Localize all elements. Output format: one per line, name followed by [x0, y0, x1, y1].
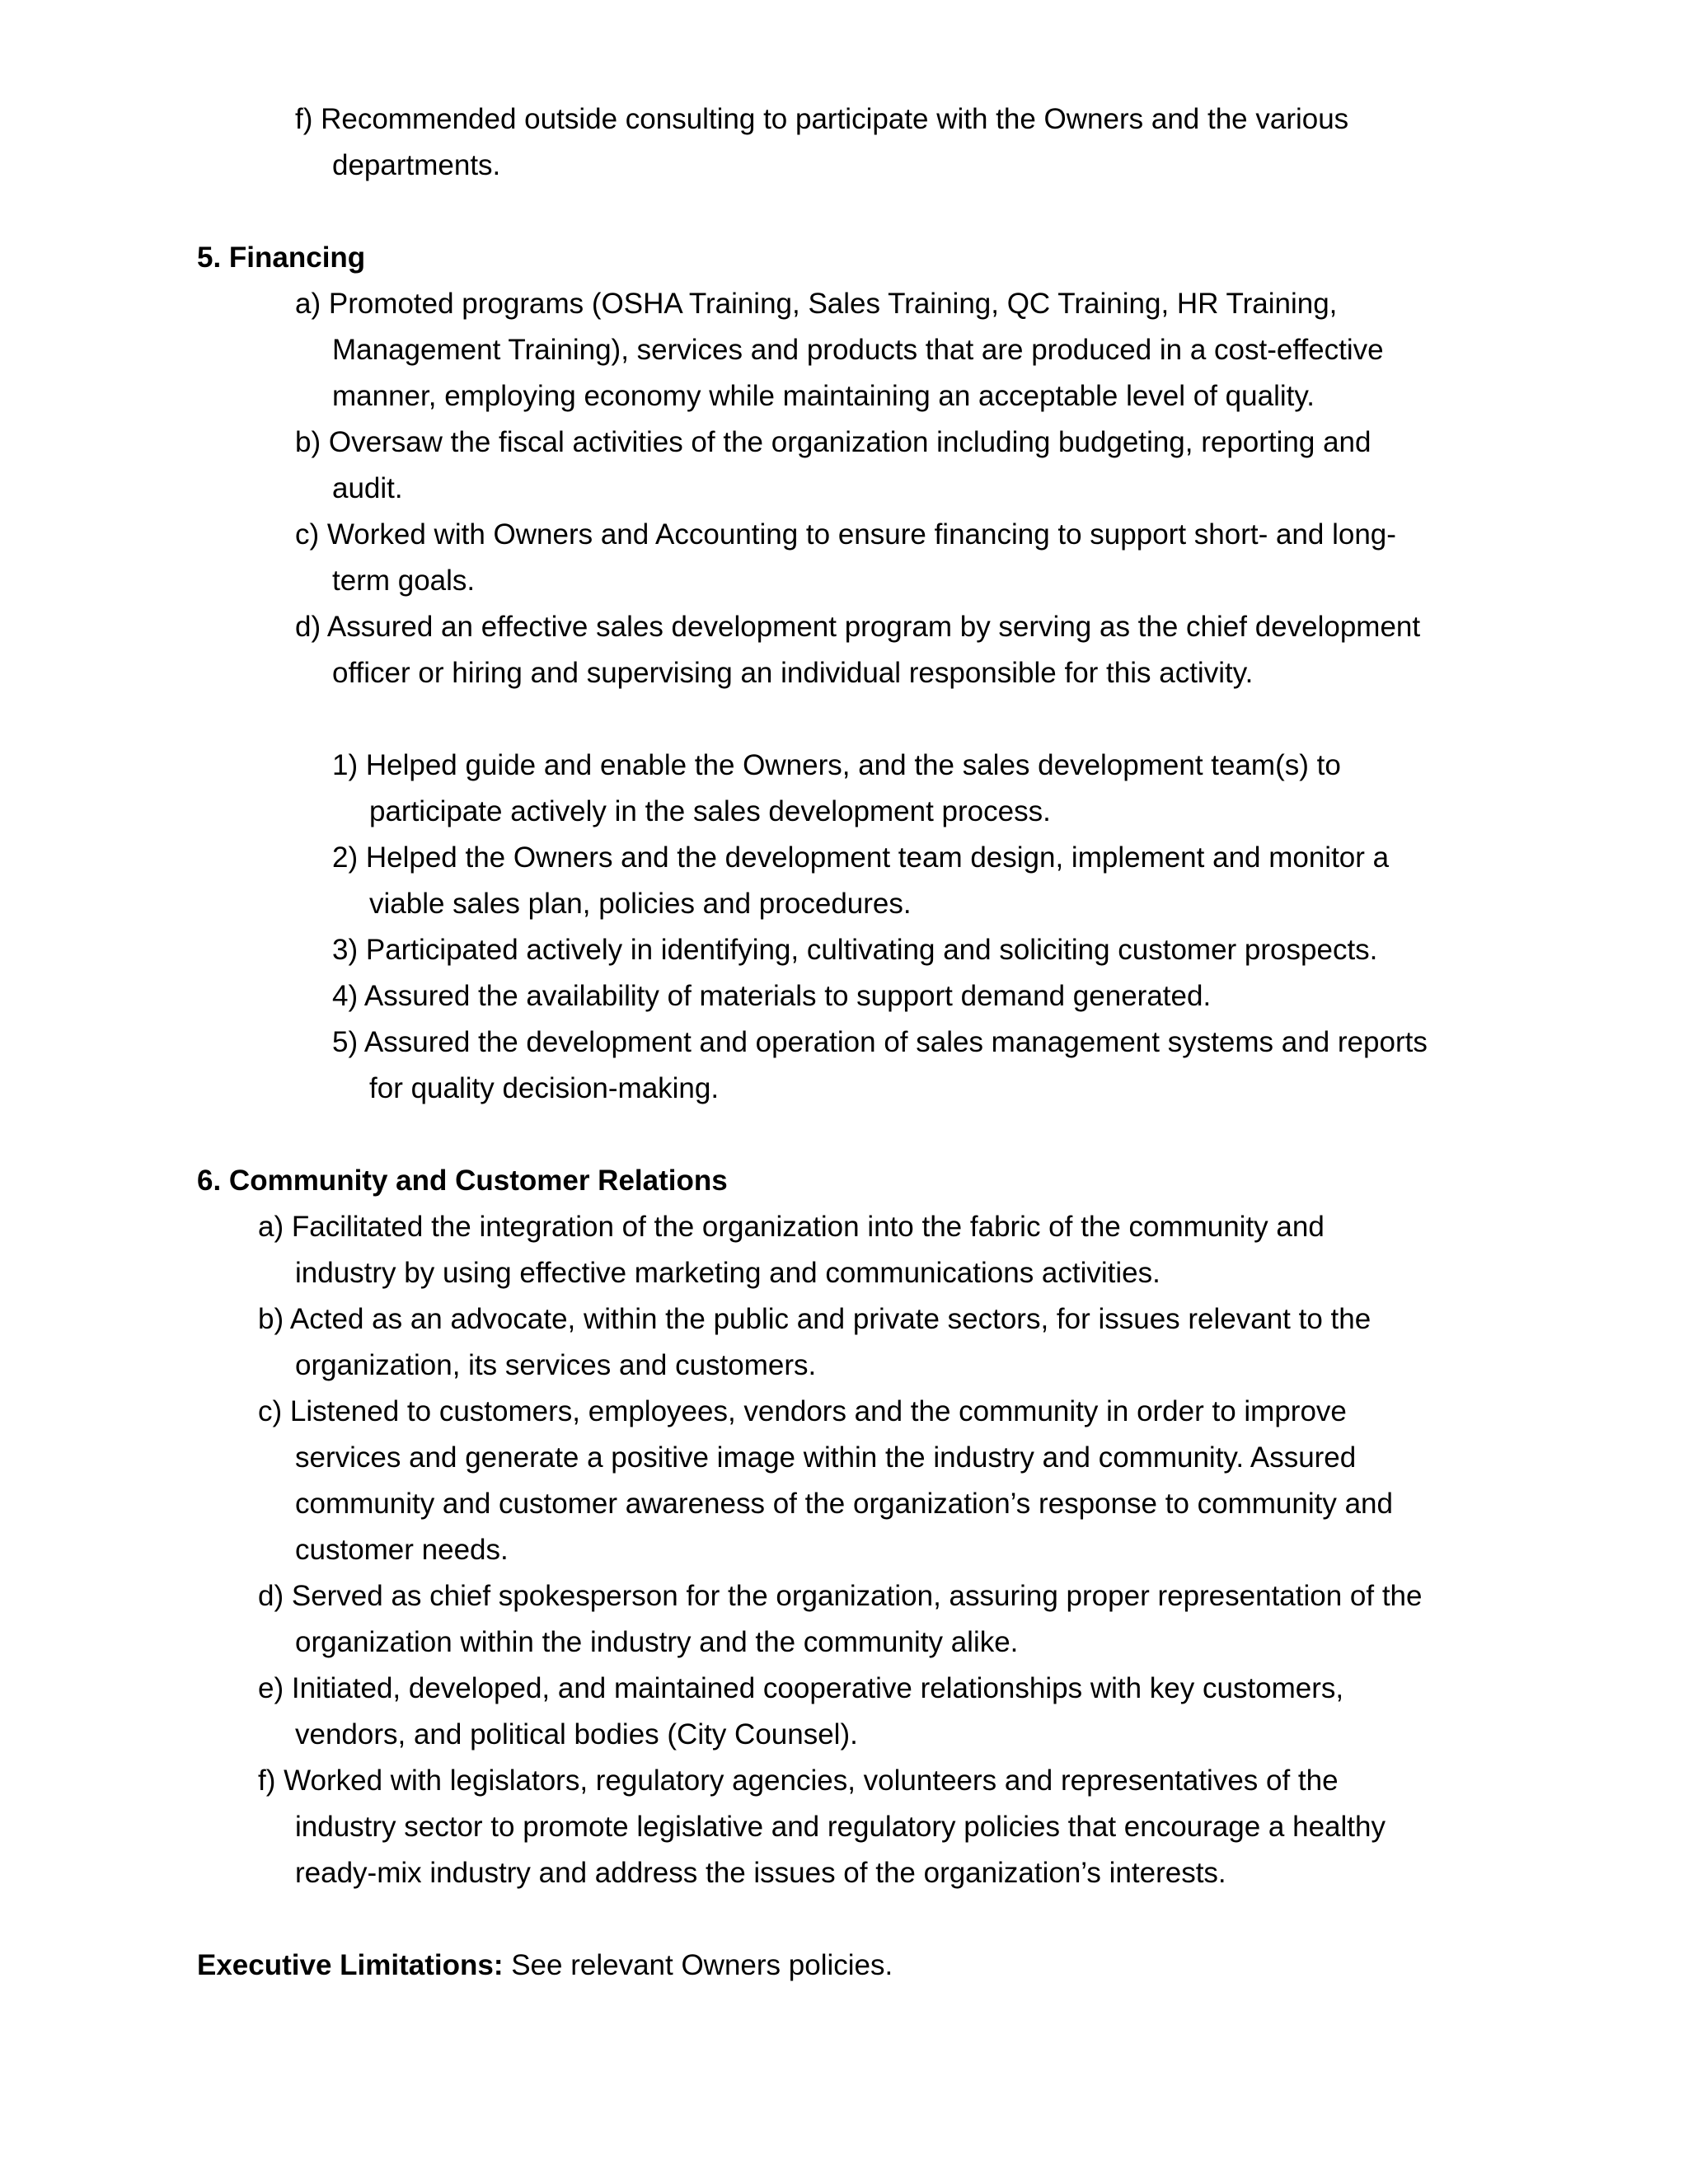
community-item-b-line-1: b) Acted as an advocate, within the public and private sectors, for issues relevant to the [258, 1303, 1372, 1335]
financing-item-b-line-2: audit. [332, 472, 403, 504]
community-item-e-line-2: vendors, and political bodies (City Counsel). [295, 1718, 858, 1750]
community-item-c-line-3: community and customer awareness of the organization’s response to community and [295, 1488, 1393, 1520]
executive-limitations-label: Executive Limitations: [197, 1949, 504, 1981]
financing-sub-item-2-line-2: viable sales plan, policies and procedures. [369, 888, 912, 920]
financing-sub-item-1-line-1: 1) Helped guide and enable the Owners, and the sales development team(s) to [332, 749, 1341, 781]
community-item-a-line-1: a) Facilitated the integration of the organization into the fabric of the community and [258, 1211, 1325, 1243]
executive-limitations [197, 1943, 893, 1989]
community-item-f-line-3: ready-mix industry and address the issues of the organization’s interests. [295, 1857, 1226, 1889]
intro-item-f-line-1: f) Recommended outside consulting to participate with the Owners and the various [295, 103, 1349, 135]
financing-item-a-line-2: Management Training), services and products that are produced in a cost-effective [332, 334, 1384, 366]
intro-item-f-line-2: departments. [332, 149, 501, 181]
community-item-e-line-1: e) Initiated, developed, and maintained cooperative relationships with key customers, [258, 1672, 1344, 1704]
section-heading-community: 6. Community and Customer Relations [197, 1165, 728, 1197]
financing-item-d-line-2: officer or hiring and supervising an individual responsible for this activity. [332, 657, 1254, 689]
financing-item-a-line-1: a) Promoted programs (OSHA Training, Sales Training, QC Training, HR Training, [295, 288, 1338, 320]
financing-sub-item-4: 4) Assured the availability of materials to support demand generated. [332, 980, 1212, 1012]
community-item-f-line-2: industry sector to promote legislative and regulatory policies that encourage a healthy [295, 1811, 1386, 1843]
community-item-b-line-2: organization, its services and customers. [295, 1349, 817, 1381]
community-item-f-line-1: f) Worked with legislators, regulatory agencies, volunteers and representatives of the [258, 1765, 1339, 1797]
financing-sub-item-5-line-1: 5) Assured the development and operation of sales management systems and reports [332, 1026, 1428, 1058]
financing-item-b-line-1: b) Oversaw the fiscal activities of the organization including budgeting, reporting and [295, 426, 1372, 458]
financing-item-d-line-1: d) Assured an effective sales development program by serving as the chief development [295, 611, 1421, 643]
financing-sub-item-1-line-2: participate actively in the sales development process. [369, 795, 1051, 827]
community-item-a-line-2: industry by using effective marketing and communications activities. [295, 1257, 1160, 1289]
financing-item-a-line-3: manner, employing economy while maintaining an acceptable level of quality. [332, 380, 1315, 412]
financing-sub-item-2-line-1: 2) Helped the Owners and the development team design, implement and monitor a [332, 841, 1390, 874]
financing-sub-item-5-line-2: for quality decision-making. [369, 1072, 720, 1104]
community-item-c-line-1: c) Listened to customers, employees, vendors and the community in order to improve [258, 1395, 1347, 1427]
section-heading-financing: 5. Financing [197, 241, 366, 274]
community-item-d-line-1: d) Served as chief spokesperson for the organization, assuring proper representation of the [258, 1580, 1423, 1612]
community-item-c-line-4: customer needs. [295, 1534, 509, 1566]
community-item-d-line-2: organization within the industry and the community alike. [295, 1626, 1019, 1658]
financing-item-c-line-2: term goals. [332, 565, 476, 597]
financing-item-c-line-1: c) Worked with Owners and Accounting to ensure financing to support short- and long- [295, 518, 1396, 551]
community-item-c-line-2: services and generate a positive image within the industry and community. Assured [295, 1441, 1357, 1474]
financing-sub-item-3: 3) Participated actively in identifying, cultivating and soliciting customer prospects. [332, 934, 1378, 966]
executive-limitations-text: See relevant Owners policies. [503, 1949, 893, 1981]
